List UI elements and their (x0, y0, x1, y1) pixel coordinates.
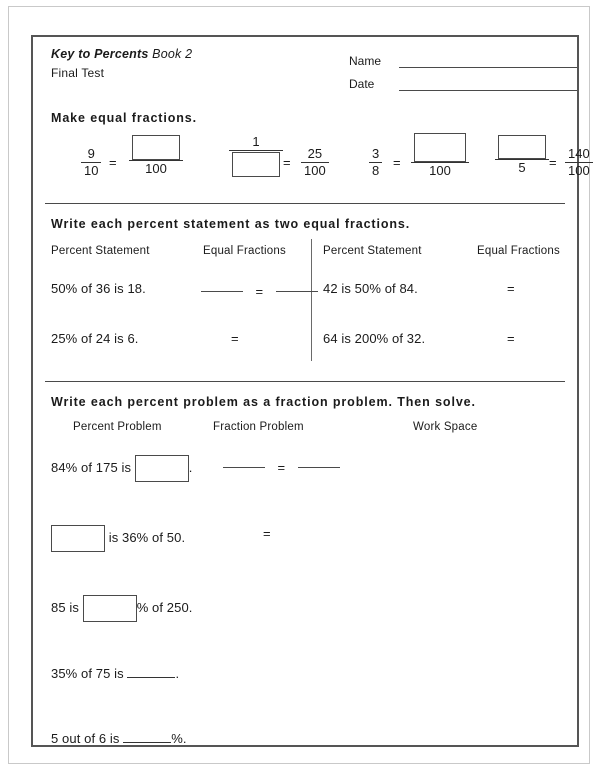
section-percent-problems (33, 383, 577, 745)
statement-answer-left-2[interactable]: = (231, 331, 239, 346)
problem-2-answer-box[interactable] (51, 525, 105, 552)
problem-2-text-after: is 36% of 50. (108, 529, 186, 545)
fraction-1-numerator: 9 (81, 147, 101, 163)
problem-1-equals: = (277, 460, 286, 476)
fraction-1-right-denominator: 100 (145, 161, 167, 176)
problem-1-answer-box[interactable] (135, 455, 189, 482)
statement-row-left-2: 25% of 24 is 6. (51, 331, 139, 346)
fraction-3-left (369, 147, 382, 179)
statement-answer-left-1[interactable] (201, 283, 318, 301)
fraction-2-right-numerator: 25 (301, 147, 329, 163)
fraction-2-right (301, 147, 329, 179)
fraction-4-right-denominator: 100 (568, 162, 590, 178)
section2-col-equal-fractions-right: Equal Fractions (477, 245, 560, 257)
date-input[interactable] (399, 77, 577, 91)
book-title: Key to Percents (51, 47, 149, 61)
fraction-4-answer-box[interactable] (495, 135, 549, 160)
problem-5-text-after: %. (171, 731, 187, 746)
name-label: Name (349, 54, 382, 68)
section-percent-statements (33, 205, 577, 383)
fraction-1-right (129, 135, 183, 177)
problem-row-5 (51, 730, 187, 746)
section2-col-percent-statement-right: Percent Statement (323, 245, 422, 257)
name-field-row (349, 48, 577, 68)
fraction-1-equals: = (109, 155, 117, 170)
problem-3-text-before: 85 is (51, 599, 79, 615)
book-line (51, 47, 192, 61)
worksheet-frame (31, 35, 590, 747)
fraction-4-right-numerator: 140 (565, 147, 593, 163)
problem-row-2 (51, 525, 185, 552)
fraction-4-denominator: 5 (518, 160, 526, 175)
fraction-3-right-denominator: 100 (429, 163, 451, 178)
date-field-row (349, 71, 577, 91)
statement-row-right-1: 42 is 50% of 84. (323, 281, 418, 296)
divider-rule-2 (45, 381, 565, 382)
statement-answer-right-2[interactable]: = (507, 331, 515, 346)
answer-bar-left (201, 291, 243, 292)
fraction-problem-row (51, 133, 590, 193)
fraction-4-left (495, 135, 549, 176)
section1-heading: Make equal fractions. (51, 111, 198, 125)
fraction-2-right-denominator: 100 (304, 162, 326, 178)
problem-1-bar-left (223, 467, 265, 468)
name-input[interactable] (399, 54, 577, 68)
problem-row-3 (51, 595, 193, 622)
answer-bar-right (276, 291, 318, 292)
problem-1-text-before: 84% of 175 is (51, 459, 132, 475)
worksheet-page (8, 6, 590, 764)
fraction-3-right (411, 133, 469, 179)
problem-4-text-after: . (175, 666, 180, 681)
fraction-2-numerator: 1 (229, 135, 283, 151)
section3-col-fraction-problem: Fraction Problem (213, 421, 304, 433)
section2-col-equal-fractions-left: Equal Fractions (203, 245, 286, 257)
fraction-4-equals: = (549, 155, 557, 170)
problem-2-fraction-answer[interactable]: = (263, 526, 271, 541)
fraction-3-denominator: 8 (372, 162, 380, 178)
problem-1-bar-right (298, 467, 340, 468)
section3-heading: Write each percent problem as a fraction problem. Then solve. (51, 395, 476, 409)
header-title-block (51, 47, 192, 80)
problem-3-text-after: % of 250. (136, 599, 193, 615)
problem-3-answer-box[interactable] (83, 595, 137, 622)
problem-4-answer-blank[interactable] (127, 665, 175, 678)
answer-equals-left-1: = (255, 284, 264, 300)
fraction-3-equals: = (393, 155, 401, 170)
worksheet-header (51, 47, 563, 105)
problem-5-answer-blank[interactable] (123, 730, 171, 743)
problem-1-fraction-answer[interactable] (223, 459, 340, 477)
section3-col-work-space: Work Space (413, 421, 478, 433)
problem-row-1 (51, 455, 193, 482)
date-label: Date (349, 77, 375, 91)
fraction-1-answer-box[interactable] (129, 135, 183, 161)
problem-4-text-before: 35% of 75 is (51, 666, 124, 681)
student-fields (349, 48, 577, 91)
fraction-3-numerator: 3 (369, 147, 382, 163)
fraction-2-equals: = (283, 155, 291, 170)
fraction-3-answer-box[interactable] (411, 133, 469, 163)
statement-row-left-1: 50% of 36 is 18. (51, 281, 146, 296)
problem-1-text-after: . (188, 459, 193, 475)
section3-col-percent-problem: Percent Problem (73, 421, 162, 433)
statement-answer-right-1[interactable]: = (507, 281, 515, 296)
problem-row-4 (51, 665, 179, 681)
fraction-1-left (81, 147, 101, 179)
fraction-2-left (229, 135, 283, 177)
divider-rule-1 (45, 203, 565, 204)
problem-5-text-before: 5 out of 6 is (51, 731, 120, 746)
fraction-4-right (565, 147, 593, 179)
section2-heading: Write each percent statement as two equal fractions. (51, 217, 411, 231)
section-equal-fractions (51, 111, 590, 197)
statement-row-right-2: 64 is 200% of 32. (323, 331, 426, 346)
section2-col-percent-statement-left: Percent Statement (51, 245, 150, 257)
book-number: Book 2 (152, 47, 193, 61)
fraction-2-answer-box[interactable] (229, 151, 283, 177)
test-label: Final Test (51, 66, 105, 80)
fraction-1-denominator: 10 (84, 162, 99, 178)
